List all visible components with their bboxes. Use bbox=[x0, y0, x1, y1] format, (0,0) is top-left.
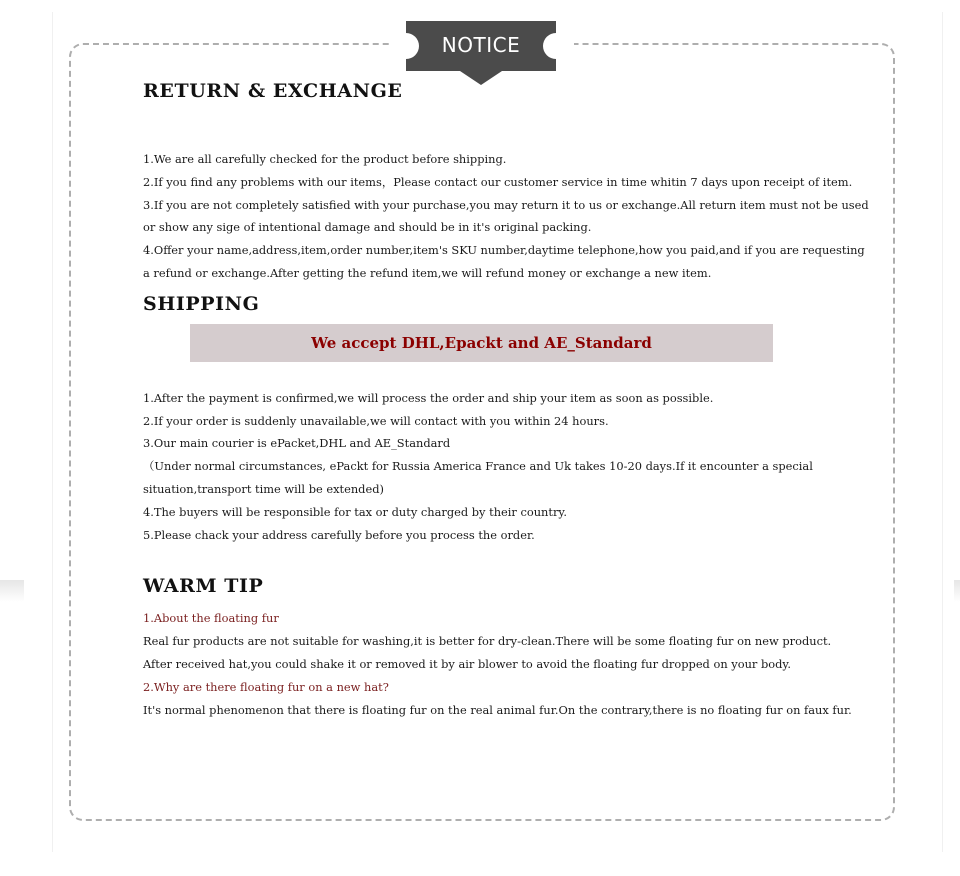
faq-answer: It's normal phenomenon that there is floating fur on the real animal fur.On the contrary,there is no floating fur on faux fur. bbox=[143, 702, 852, 717]
return-exchange-list bbox=[143, 148, 873, 285]
return-exchange-title: RETURN & EXCHANGE bbox=[143, 80, 403, 102]
return-exchange-section bbox=[143, 78, 873, 285]
faq-question: 1.About the floating fur bbox=[143, 611, 279, 626]
warm-tip-list bbox=[143, 607, 873, 721]
list-item: 3.Our main courier is ePacket,DHL and AE_Standard bbox=[143, 436, 451, 451]
shipping-title: SHIPPING bbox=[143, 292, 260, 315]
list-item: 1.After the payment is confirmed,we will process the order and ship your item as soon as possible. bbox=[143, 390, 714, 405]
notice-label: NOTICE bbox=[441, 33, 521, 57]
shipping-section bbox=[143, 291, 873, 547]
faq-question: 2.Why are there floating fur on a new hat? bbox=[143, 679, 389, 694]
list-item: （Under normal circumstances, ePackt for Russia America France and Uk takes 10-20 days.If it encounter a special situation,transport time will be extended) bbox=[143, 459, 813, 496]
notice-content bbox=[143, 78, 873, 721]
list-item: 5.Please chack your address carefully before you process the order. bbox=[143, 527, 535, 542]
list-item: 4.The buyers will be responsible for tax or duty charged by their country. bbox=[143, 504, 567, 519]
notice-banner bbox=[406, 21, 556, 85]
warm-tip-title: WARM TIP bbox=[143, 575, 264, 598]
list-item: 2.If your order is suddenly unavailable,we will contact with you within 24 hours. bbox=[143, 413, 609, 428]
right-edge-shadow bbox=[954, 580, 960, 602]
left-edge-shadow bbox=[0, 580, 24, 602]
shipping-carriers-banner: We accept DHL,Epackt and AE_Standard bbox=[190, 324, 773, 362]
list-item: 1.We are all carefully checked for the product before shipping. bbox=[143, 152, 507, 166]
list-item: 3.If you are not completely satisfied with your purchase,you may return it to us or exchange.All return item must not be used or show any sige of intentional damage and should be in it's original packing. bbox=[143, 197, 869, 235]
shipping-list bbox=[143, 387, 873, 547]
warm-tip-section bbox=[143, 573, 873, 721]
faq-answer: After received hat,you could shake it or removed it by air blower to avoid the floating fur dropped on your body. bbox=[143, 656, 791, 671]
list-item: 4.Offer your name,address,item,order number,item's SKU number,daytime telephone,how you paid,and if you are requesting a refund or exchange.After getting the refund item,we will refund money or exchange a new item. bbox=[143, 243, 865, 280]
list-item: 2.If you find any problems with our items，Please contact our customer service in time whitin 7 days upon receipt of item. bbox=[143, 174, 853, 189]
faq-answer: Real fur products are not suitable for washing,it is better for dry-clean.There will be some floating fur on new product. bbox=[143, 634, 832, 649]
